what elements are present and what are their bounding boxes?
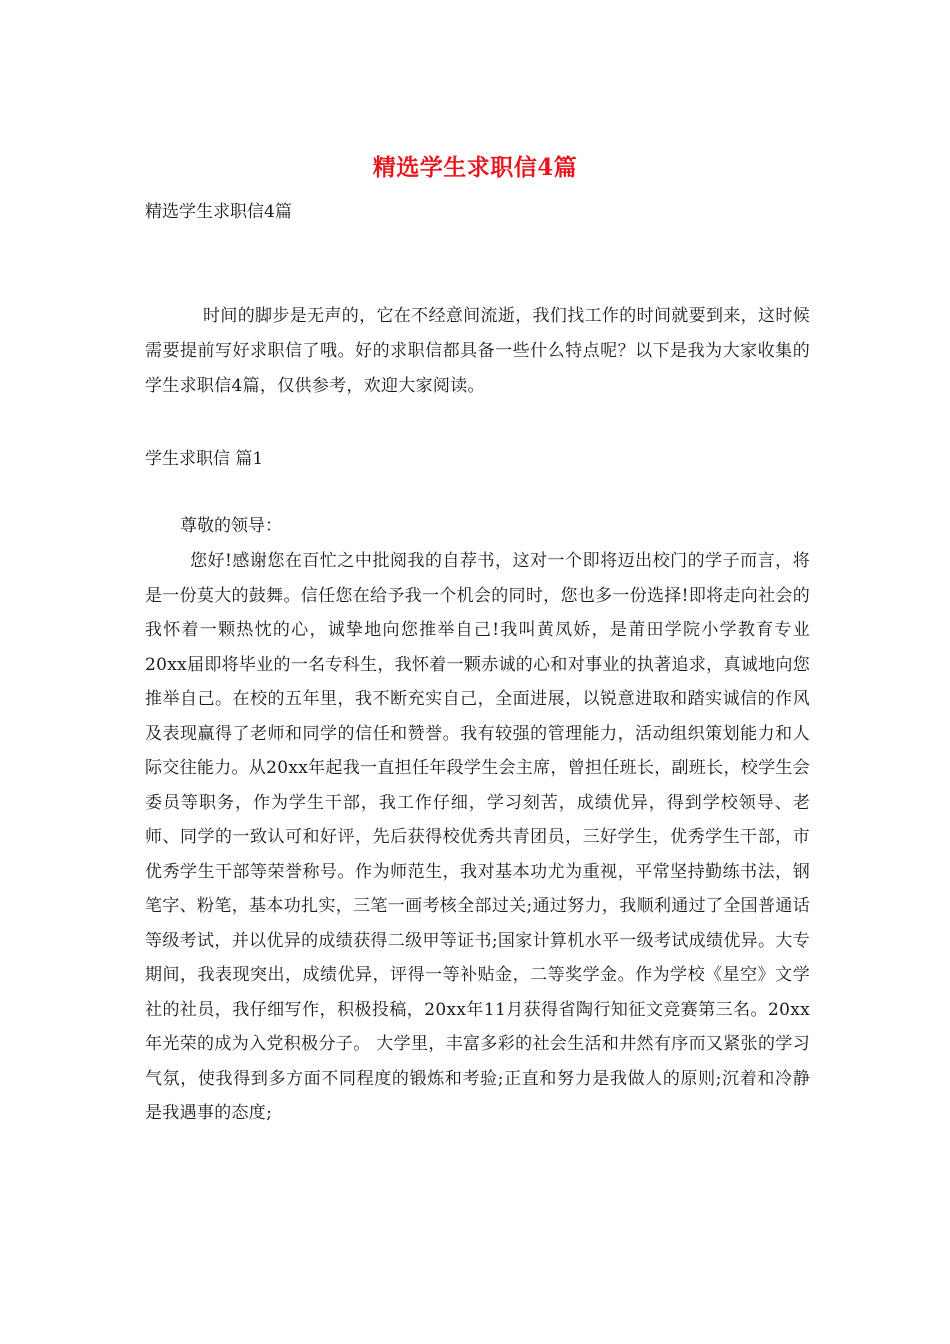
letter-salutation: 尊敬的领导： [180,516,282,536]
document-title: 精选学生求职信4篇 [372,154,578,181]
section-heading: 学生求职信 篇1 [145,449,264,469]
document-subtitle: 精选学生求职信4篇 [145,202,292,222]
intro-paragraph: 时间的脚步是无声的，它在不经意间流逝，我们找工作的时间就要到来，这时候需要提前写好求职信了哦。好的求职信都具备一些什么特点呢？以下是我为大家收集的学生求职信4篇，仅供参考，欢迎大家阅读。 [145,306,810,396]
letter-body: 您好!感谢您在百忙之中批阅我的自荐书，这对一个即将迈出校门的学子而言，将是一份莫大的鼓舞。信任您在给予我一个机会的同时，您也多一份选择!即将走向社会的我怀着一颗热忱的心，诚挚地向您推举自己!我叫黄凤娇，是莆田学院小学教育专业20xx届即将毕业的一名专科生，我怀着一颗赤诚的心和对事业的执著追求，真诚地向您推举自己。在校的五年里，我不断充实自己，全面进展，以锐意进取和踏实诚信的作风及表现赢得了老师和同学的信任和赞誉。我有较强的管理能力，活动组织策划能力和人际交往能力。从20xx年起我一直担任年段学生会主席，曾担任班长，副班长，校学生会委员等职务，作为学生干部，我工作仔细，学习刻苦，成绩优异，得到学校领导、老师、同学的一致认可和好评，先后获得校优秀共青团员，三好学生，优秀学生干部，市优秀学生干部等荣誉称号。作为师范生，我对基本功尤为重视，平常坚持勤练书法，钢笔字、粉笔，基本功扎实，三笔一画考核全部过关;通过努力，我顺利通过了全国普通话等级考试，并以优异的成绩获得二级甲等证书;国家计算机水平一级考试成绩优异。大专期间，我表现突出，成绩优异，评得一等补贴金，二等奖学金。作为学校《星空》文学社的社员，我仔细写作，积极投稿，20xx年11月获得省陶行知征文竞赛第三名。20xx年光荣的成为入党积极分子。 大学里，丰富多彩的社会生活和井然有序而又紧张的学习气氛，使我得到多方面不同程度的锻炼和考验;正直和努力是我做人的原则;沉着和冷静是我遇事的态度; [145,551,810,1123]
